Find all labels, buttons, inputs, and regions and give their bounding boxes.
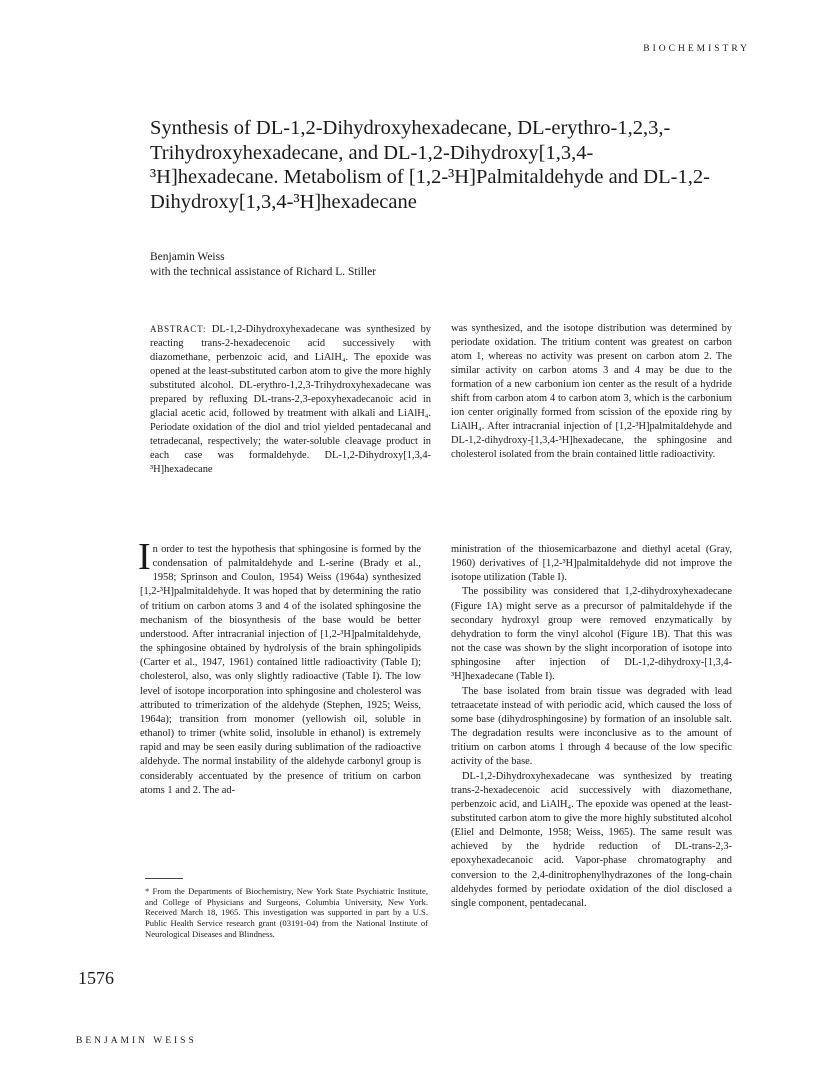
abstract-right-column <box>451 322 732 462</box>
body-text: n order to test the hypothesis that sphingosine is formed by the condensation of palmitaldehyde and L-serine (Brady et al., 1958; Sprinson and Coulon, 1954) Weiss (1964a) synthesized [1,2-³H]palmitaldehyde. It was hoped that by determining the ratio of tritium on carbon atoms 3 and 4 of the isolated sphingosine the mechanism of the biosynthesis of the base would be better understood. After intracranial injection of [1,2-³H]palmitaldehyde, the sphingosine obtained by hydrolysis of the brain sphingolipids (Carter et al., 1947, 1961) contained little radioactivity (Table I); cholesterol, also, was only slightly radioactive (Table I). The low level of isotope incorporation into sphingosine and cholesterol was attributed to trimerization of the aldehyde (Stephen, 1925; Weiss, 1964a); transition from monomer (yellowish oil, soluble in ethanol) to trimer (white solid, insoluble in ethanol) is extremely rapid and may be seen easily during sublimation of the radioactive aldehyde. The normal instability of the aldehyde carbonyl group is considerably accentuated by the presence of tritium on carbon atoms 1 and 2. The ad- <box>140 544 421 796</box>
footnote: * From the Departments of Biochemistry, New York State Psychiatric Institute, and College of Physicians and Surgeons, Columbia University, New York. Received March 18, 1965. This investigation was supported in part by a U.S. Public Health Service research grant (03191-04) from the National Institute of Neurological Diseases and Blindness. <box>145 886 428 939</box>
body-paragraph: The base isolated from brain tissue was degraded with lead tetraacetate instead of with periodic acid, which caused the loss of some base (dihydrosphingosine) by formation of an insoluble salt. The degradation results were inconclusive as to the amount of tritium on carbon atoms 1 through 4 because of the low specific activity of the base. <box>451 685 732 768</box>
running-footer: BENJAMIN WEISS <box>76 1036 197 1046</box>
abstract-text-right: was synthesized, and the isotope distribution was determined by periodate oxidation. The tritium content was greatest on carbon atom 1, whereas no activity was present on carbon atom 2. The similar activity on carbon atoms 3 and 4 may be due to the formation of a new carbonium ion center as the result of a hydride shift from carbon atom 4 to carbon atom 3, which is the carbonium ion center originally formed from scission of the epoxide ring by LiAlH₄. After intracranial injection of [1,2-³H]palmitaldehyde and DL-1,2-dihydroxy-[1,3,4-³H]hexadecane, the sphingosine and cholesterol isolated from the brain contained little radioactivity. <box>451 323 732 460</box>
body-paragraph: DL-1,2-Dihydroxyhexadecane was synthesized by treating trans-2-hexadecenoic acid successively with diazomethane, perbenzoic acid, and LiAlH₄. The epoxide was opened at the least-substituted carbon atom to give the more highly substituted alcohol (Eliel and Delmonte, 1958; Weiss, 1965). The same result was achieved by the hydride reduction of DL-trans-2,3-epoxyhexadecanoic acid. Vapor-phase chromatography and conversion to the 2,4-dinitrophenylhydrazones of the long-chain aldehydes formed by periodate oxidation of the diol disclosed a single component, pentadecanal. <box>451 770 732 909</box>
drop-cap: I <box>138 536 151 578</box>
page-number: 1576 <box>78 968 114 988</box>
author-name: Benjamin Weiss <box>150 251 225 263</box>
body-paragraph: The possibility was considered that 1,2-dihydroxyhexadecane (Figure 1A) might serve as a precursor of palmitaldehyde if the secondary hydroxyl group were removed enzymatically by dehydration to form the vinyl alcohol (Figure 1B). That this was not the case was shown by the slight incorporation of isotope into sphingosine after injection of DL-1,2-dihydroxy-[1,3,4-³H]hexadecane (Table I). <box>451 586 732 683</box>
body-paragraph <box>138 536 421 798</box>
technical-assistance: with the technical assistance of Richard L. Stiller <box>150 266 377 278</box>
footnote-divider <box>145 878 183 879</box>
body-right-column <box>451 543 732 911</box>
abstract-left-column <box>150 322 431 477</box>
journal-name: BIOCHEMISTRY <box>643 44 750 54</box>
article-title: Synthesis of DL-1,2-Dihydroxyhexadecane, DL-erythro-1,2,3,-Trihydroxyhexadecane, and DL-1,2-Dihydroxy[1,3,4-³H]hexadecane. Metabolism of [1,2-³H]Palmitaldehyde and DL-1,2-Dihydroxy[1,3,4-³H]hexadecane <box>150 117 710 213</box>
body-left-column <box>138 536 421 798</box>
body-paragraph: ministration of the thiosemicarbazone and diethyl acetal (Gray, 1960) derivatives of [1,2-³H]palmitaldehyde did not improve the isotope utilization (Table I). <box>451 544 732 584</box>
abstract-label: ABSTRACT: <box>150 324 207 334</box>
abstract-text-left: DL-1,2-Dihydroxyhexadecane was synthesized by reacting trans-2-hexadecenoic acid successively with diazomethane, perbenzoic acid, and LiAlH₄. The epoxide was opened at the least-substituted carbon atom to give the more highly substituted alcohol. DL-erythro-1,2,3-Trihydroxyhexadecane was prepared by refluxing DL-trans-2,3-epoxyhexadecanoic acid in glacial acetic acid, followed by treatment with alkali and LiAlH₄. Periodate oxidation of the diol and triol yielded pentadecanal and tetradecanal, respectively; the water-soluble cleavage product in each case was formaldehyde. DL-1,2-Dihydroxy[1,3,4-³H]hexadecane <box>150 324 431 475</box>
